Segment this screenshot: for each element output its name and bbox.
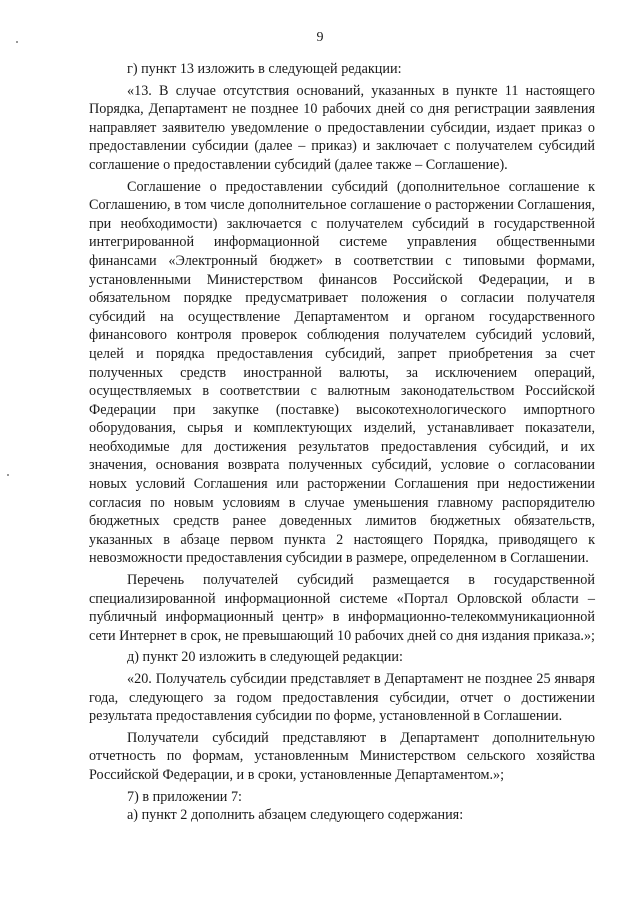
paragraph-item-7: 7) в приложении 7:: [127, 788, 242, 805]
paragraph-point-13: «13. В случае отсутствия оснований, указанных в пункте 11 настоящего Порядка, Департамент не позднее 10 рабочих дней со дня регистрации заявления направляет заявителю уведомление о предоставлении субсидии, издает приказ о предоставлении субсидии (далее – приказ) и заключает с получателем субсидий соглашение о предоставлении субсидий (далее также – Соглашение).: [89, 82, 595, 173]
scan-speck: [7, 474, 9, 476]
paragraph-additional-reporting: Получатели субсидий представляют в Департамент дополнительную отчетность по формам, установленным Министерством сельского хозяйства Российской Федерации, и в сроки, установленные Департаментом.»;: [89, 729, 595, 783]
paragraph-point-20: «20. Получатель субсидии представляет в Департамент не позднее 25 января года, следующего за годом предоставления субсидии, отчет о достижении результата предоставления субсидии по форме, установленной в Соглашении.: [89, 671, 595, 725]
paragraph-item-d: д) пункт 20 изложить в следующей редакции:: [127, 649, 403, 666]
document-body: [89, 60, 595, 825]
paragraph-item-a: а) пункт 2 дополнить абзацем следующего содержания:: [127, 807, 464, 824]
paragraph-item-g: г) пункт 13 изложить в следующей редакции:: [127, 61, 402, 77]
scan-speck: [16, 41, 18, 43]
paragraph-agreement: Соглашение о предоставлении субсидий (дополнительное соглашение к Соглашению, в том числе дополнительное соглашение о расторжении Соглашения, при необходимости) заключается с получателем субсидий в государственной интегрированной информационной системе управления общественными финансами «Электронный бюджет» в соответствии с типовыми формами, установленными Министерством финансов Российской Федерации, и в обязательном порядке предусматривает положения о согласии получателя субсидий на осуществление Департаментом и органом государственного финансового контроля проверок соблюдения получателем субсидий условий, целей и порядка предоставления субсидий, запрет приобретения за счет полученных средств иностранной валюты, за исключением операций, осуществляемых в соответствии с валютным законодательством Российской Федерации при закупке (поставке) высокотехнологического импортного оборудования, сырья и комплектующих изделий, устанавливает показатели, необходимые для достижения результатов предоставления субсидий, и их значения, основания возврата полученных субсидий, условие о согласовании новых условий Соглашения или расторжении Соглашения при недостижении согласия по новым условиям в случае уменьшения главному распорядителю бюджетных средств ранее доведенных лимитов бюджетных обязательств, указанных в абзаце первом пункта 2 настоящего Порядка, приводящего к невозможности предоставления субсидии в размере, определенном в Соглашении.: [89, 178, 595, 567]
paragraph-recipients-list: Перечень получателей субсидий размещается в государственной специализированной информационной системе «Портал Орловской области – публичный информационный центр» в информационно-телекоммуникационной сети Интернет в срок, не превышающий 10 рабочих дней со дня издания приказа.»;: [89, 572, 595, 644]
page-number: 9: [316, 30, 324, 45]
